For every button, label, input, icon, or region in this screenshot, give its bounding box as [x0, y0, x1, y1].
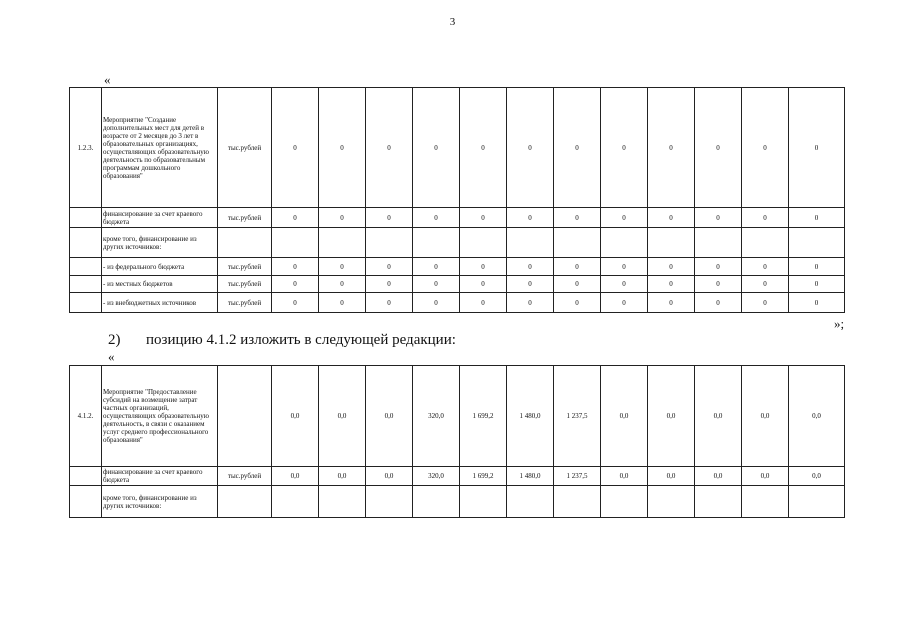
table-row [70, 88, 845, 208]
value-cell [460, 228, 507, 258]
value-cell: 0 [319, 276, 366, 293]
value-cell: 0 [366, 293, 413, 313]
value-cell: 0 [507, 276, 554, 293]
value-cell [272, 228, 319, 258]
value-cell: 0 [319, 88, 366, 208]
value-cell: 1 480,0 [507, 467, 554, 486]
table-row [70, 467, 845, 486]
value-cell: 320,0 [413, 366, 460, 467]
value-cell: 0 [648, 293, 695, 313]
value-cell: 0 [366, 208, 413, 228]
value-cell: 0,0 [695, 467, 742, 486]
row-unit: тыс.рублей [218, 88, 272, 208]
value-cell: 0 [507, 258, 554, 276]
value-cell [601, 486, 648, 518]
value-cell: 0 [695, 276, 742, 293]
open-quote-2: « [108, 349, 115, 364]
row-unit: тыс.рублей [218, 467, 272, 486]
value-cell: 0 [789, 88, 845, 208]
table-row [70, 366, 845, 467]
value-cell: 0 [460, 276, 507, 293]
value-cell [319, 228, 366, 258]
table-row [70, 293, 845, 313]
value-cell: 0 [413, 258, 460, 276]
value-cell: 0 [366, 88, 413, 208]
value-cell: 0 [554, 258, 601, 276]
value-cell: 0 [413, 208, 460, 228]
value-cell: 0 [742, 276, 789, 293]
value-cell: 1 237,5 [554, 366, 601, 467]
value-cell: 1 699,2 [460, 366, 507, 467]
row-index [70, 467, 102, 486]
value-cell: 1 699,2 [460, 467, 507, 486]
row-description: Мероприятие "Создание дополнительных мест для детей в возрасте от 2 месяцев до 3 лет в образовательных организациях, осуществляющих образовательную деятельность по образовательным программам дошкольного образования" [102, 88, 218, 208]
value-cell: 0 [695, 88, 742, 208]
value-cell [554, 228, 601, 258]
value-cell: 0 [648, 258, 695, 276]
value-cell [742, 228, 789, 258]
value-cell: 0 [695, 208, 742, 228]
value-cell: 0,0 [789, 467, 845, 486]
value-cell: 0 [507, 293, 554, 313]
value-cell: 0 [413, 276, 460, 293]
table-row [70, 228, 845, 258]
table-row [70, 208, 845, 228]
value-cell: 0,0 [272, 366, 319, 467]
open-quote-1: « [104, 72, 111, 87]
row-unit [218, 486, 272, 518]
row-index: 4.1.2. [70, 366, 102, 467]
value-cell [507, 486, 554, 518]
heading-number: 2) [108, 332, 121, 348]
row-unit: тыс.рублей [218, 293, 272, 313]
value-cell: 0 [601, 276, 648, 293]
row-index: 1.2.3. [70, 88, 102, 208]
value-cell [460, 486, 507, 518]
value-cell: 0 [601, 293, 648, 313]
row-description: кроме того, финансирование из других источников: [102, 228, 218, 258]
table-measure-1-2-3 [69, 87, 845, 313]
value-cell: 0 [366, 276, 413, 293]
value-cell [742, 486, 789, 518]
value-cell: 0,0 [648, 467, 695, 486]
value-cell [366, 228, 413, 258]
value-cell: 0 [413, 293, 460, 313]
value-cell: 0,0 [742, 467, 789, 486]
value-cell: 0 [272, 88, 319, 208]
value-cell [554, 486, 601, 518]
row-description: кроме того, финансирование из других источников: [102, 486, 218, 518]
value-cell: 0 [413, 88, 460, 208]
value-cell: 0 [789, 258, 845, 276]
row-description: - из федерального бюджета [102, 258, 218, 276]
row-index [70, 208, 102, 228]
row-description: Мероприятие "Предоставление субсидий на возмещение затрат частных организаций, осуществляющих образовательную деятельность, в связи с оказанием услуг среднего профессионального образования" [102, 366, 218, 467]
value-cell: 0,0 [366, 366, 413, 467]
row-description: финансирование за счет краевого бюджета [102, 208, 218, 228]
value-cell: 0,0 [695, 366, 742, 467]
value-cell: 0,0 [272, 467, 319, 486]
value-cell: 0 [272, 276, 319, 293]
row-unit: тыс.рублей [218, 276, 272, 293]
value-cell: 0 [789, 293, 845, 313]
value-cell [648, 486, 695, 518]
value-cell [366, 486, 413, 518]
value-cell: 1 237,5 [554, 467, 601, 486]
value-cell [319, 486, 366, 518]
row-unit [218, 366, 272, 467]
value-cell [507, 228, 554, 258]
value-cell [695, 228, 742, 258]
table-measure-4-1-2 [69, 365, 845, 518]
row-index [70, 486, 102, 518]
value-cell: 0 [742, 88, 789, 208]
value-cell: 0 [460, 293, 507, 313]
row-description: финансирование за счет краевого бюджета [102, 467, 218, 486]
row-unit: тыс.рублей [218, 208, 272, 228]
value-cell: 0 [601, 208, 648, 228]
value-cell: 0,0 [366, 467, 413, 486]
row-unit: тыс.рублей [218, 258, 272, 276]
row-index [70, 276, 102, 293]
value-cell: 0 [272, 208, 319, 228]
section-heading [108, 332, 456, 349]
value-cell [648, 228, 695, 258]
value-cell: 0 [272, 293, 319, 313]
value-cell: 0,0 [789, 366, 845, 467]
row-description: - из местных бюджетов [102, 276, 218, 293]
table-row [70, 486, 845, 518]
value-cell: 0 [648, 208, 695, 228]
value-cell: 0 [601, 88, 648, 208]
value-cell: 0 [460, 88, 507, 208]
row-index [70, 293, 102, 313]
value-cell: 0 [789, 276, 845, 293]
value-cell: 0 [319, 208, 366, 228]
table-row [70, 276, 845, 293]
value-cell: 0 [648, 88, 695, 208]
value-cell: 0 [742, 293, 789, 313]
value-cell: 0 [695, 258, 742, 276]
value-cell: 0 [789, 208, 845, 228]
row-index [70, 258, 102, 276]
value-cell: 0 [554, 208, 601, 228]
value-cell: 0 [554, 293, 601, 313]
value-cell [695, 486, 742, 518]
value-cell: 0 [507, 208, 554, 228]
value-cell: 0 [272, 258, 319, 276]
value-cell: 0,0 [319, 366, 366, 467]
value-cell [272, 486, 319, 518]
value-cell: 0,0 [742, 366, 789, 467]
value-cell: 320,0 [413, 467, 460, 486]
value-cell [789, 228, 845, 258]
value-cell [601, 228, 648, 258]
value-cell [789, 486, 845, 518]
row-index [70, 228, 102, 258]
value-cell: 0 [319, 258, 366, 276]
value-cell: 0 [460, 258, 507, 276]
value-cell: 0,0 [601, 366, 648, 467]
value-cell: 0,0 [648, 366, 695, 467]
value-cell: 0 [648, 276, 695, 293]
value-cell: 0 [742, 208, 789, 228]
value-cell: 0 [319, 293, 366, 313]
value-cell: 0 [460, 208, 507, 228]
heading-text: позицию 4.1.2 изложить в следующей редакции: [146, 332, 456, 348]
row-unit [218, 228, 272, 258]
value-cell: 0,0 [319, 467, 366, 486]
value-cell: 0 [601, 258, 648, 276]
value-cell [413, 486, 460, 518]
value-cell: 0 [507, 88, 554, 208]
value-cell: 0 [742, 258, 789, 276]
value-cell: 0 [695, 293, 742, 313]
table-row [70, 258, 845, 276]
value-cell [413, 228, 460, 258]
value-cell: 0 [366, 258, 413, 276]
value-cell: 0,0 [601, 467, 648, 486]
value-cell: 1 480,0 [507, 366, 554, 467]
value-cell: 0 [554, 276, 601, 293]
row-description: - из внебюджетных источников [102, 293, 218, 313]
close-quote: »; [834, 316, 845, 331]
page-number: 3 [449, 16, 456, 28]
value-cell: 0 [554, 88, 601, 208]
